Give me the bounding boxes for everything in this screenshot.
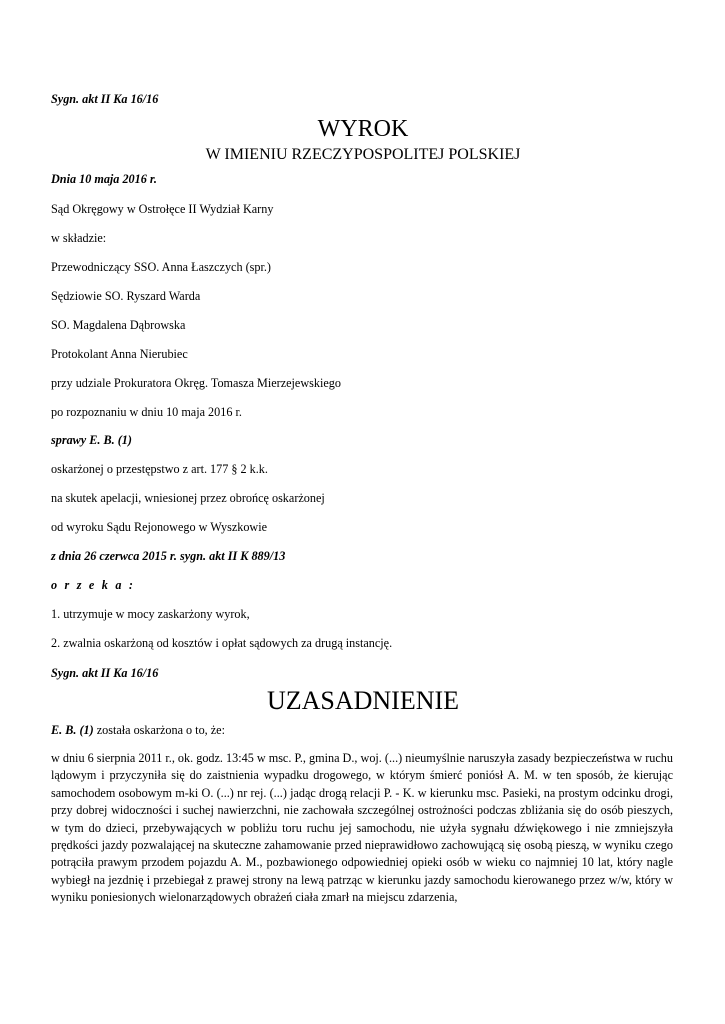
lower-court-line: od wyroku Sądu Rejonowego w Wyszkowie [51, 520, 268, 534]
justification-signature: Sygn. akt II Ka 16/16 [51, 666, 159, 680]
associate-judge-2: SO. Magdalena Dąbrowska [51, 318, 186, 332]
ruling-item-2: 2. zwalnia oskarżoną od kosztów i opłat sądowych za drugą instancję. [51, 636, 393, 650]
lower-judgment-reference: z dnia 26 czerwca 2015 r. sygn. akt II K 889/13 [51, 549, 286, 563]
appeal-line: na skutek apelacji, wniesionej przez obrońcę oskarżonej [51, 491, 325, 505]
case-signature-top: Sygn. akt II Ka 16/16 [51, 92, 159, 106]
presiding-judge: Przewodniczący SSO. Anna Łaszczych (spr.) [51, 260, 271, 274]
document-title: WYROK [317, 116, 409, 142]
accused-name: E. B. (1) [51, 723, 94, 737]
charge-line: oskarżonej o przestępstwo z art. 177 § 2 k.k. [51, 462, 268, 476]
accused-intro-rest: została oskarżona o to, że: [93, 723, 225, 737]
document-subtitle: W IMIENIU RZECZYPOSPOLITEJ POLSKIEJ [205, 146, 521, 163]
ruling-item-1: 1. utrzymuje w mocy zaskarżony wyrok, [51, 607, 250, 621]
prosecutor-line: przy udziale Prokuratora Okręg. Tomasza Mierzejewskiego [51, 376, 341, 390]
court-clerk: Protokolant Anna Nierubiec [51, 347, 188, 361]
court-name: Sąd Okręgowy w Ostrołęce II Wydział Karny [51, 202, 274, 216]
judgment-date: Dnia 10 maja 2016 r. [51, 172, 157, 186]
charge-description-paragraph: w dniu 6 sierpnia 2011 r., ok. godz. 13:45 w msc. P., gmina D., woj. (...) nieumyślnie naruszyła zasady bezpieczeństwa w ruchu lądowym i przyczyniła się do zaistnienia wypadku drogowego, w którym śmierć poniósł A. M. w ten sposób, że kierując samochodem osobowym m-ki O. (...) nr rej. (...) jadąc drogą relacji P. - K. w kierunku msc. Pasieki, na prostym odcinku drogi, przy dobrej widoczności i suchej nawierzchni, nie zachowała szczególnej ostrożności podczas zbliżania się do osób pieszych, w tym do dzieci, przebywających w pobliżu toru ruchu jej samochodu, nie użyła sygnału dźwiękowego i nie zmniejszyła prędkości jazdy pozwalającej na skuteczne zahamowanie przed nieprawidłowo zachowującą się osobą pieszą, w wyniku czego potrąciła prawym przodem pojazdu A. M., pozbawionego odpowiedniej opieki osób w wieku co najmniej 10 lat, który nagle wybiegł na jezdnię i przebiegał z prawej strony na lewą patrząc w kierunku jazdy samochodu kierowanego przez w/w, który w wyniku poniesionych wielonarządowych obrażeń ciała zmarł na miejscu zdarzenia, [51, 751, 673, 905]
hearing-date-line: po rozpoznaniu w dniu 10 maja 2016 r. [51, 405, 242, 419]
composition-label: w składzie: [51, 231, 107, 245]
accused-intro [51, 723, 225, 738]
justification-title: UZASADNIENIE [266, 686, 460, 715]
case-party: sprawy E. B. (1) [51, 433, 132, 447]
associate-judge: Sędziowie SO. Ryszard Warda [51, 289, 201, 303]
ruling-label: o r z e k a : [51, 578, 136, 592]
